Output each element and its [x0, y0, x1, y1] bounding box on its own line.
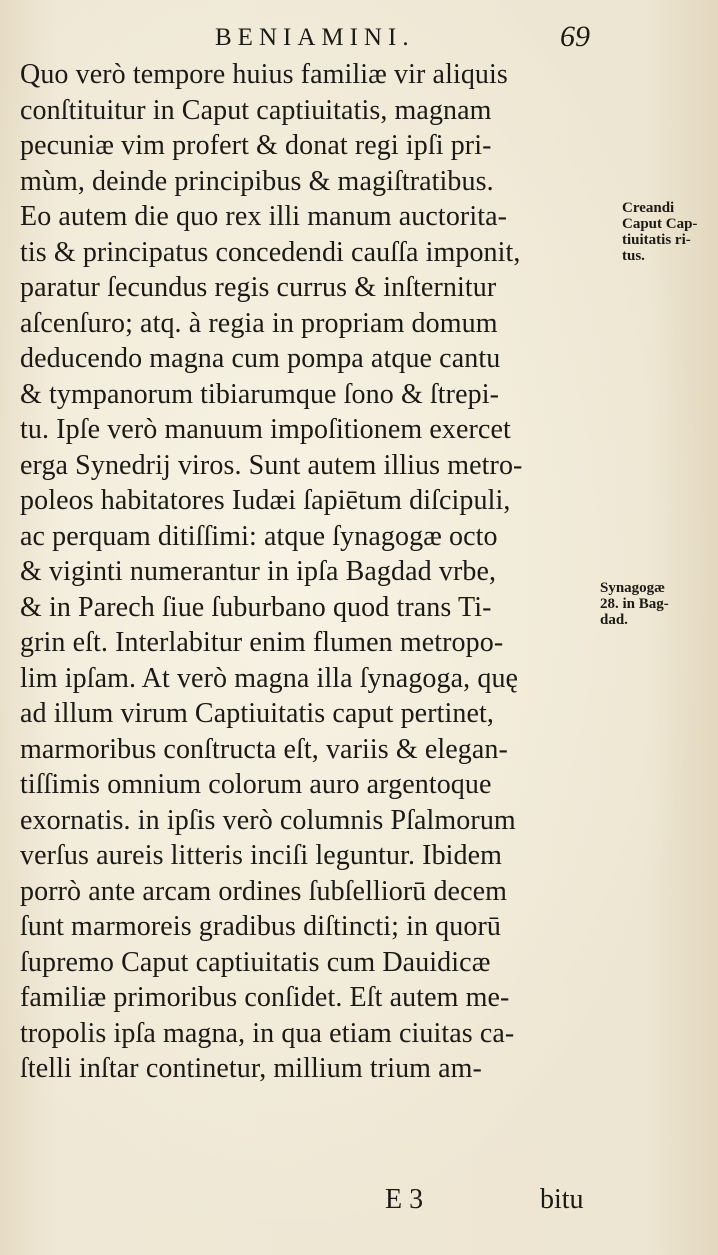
text-line: & tympanorum tibiarumque ſono & ſtrepi- — [20, 378, 500, 410]
margin-note-line: dad. — [600, 612, 628, 628]
text-line: grin eſt. Interlabitur enim flumen metropo- — [20, 627, 504, 658]
text-line: ac perquam ditiſſimi: atque ſynagogæ octo — [20, 520, 498, 552]
text-line: poleos habitatores Iudæi ſapiētum diſcipuli, — [20, 485, 511, 516]
text-line: erga Synedrij viros. Sunt autem illius metro- — [20, 449, 523, 481]
text-line: pecuniæ vim profert & donat regi ipſi pri- — [20, 130, 492, 161]
text-line: familiæ primoribus conſidet. Eſt autem me- — [20, 982, 510, 1013]
text-line: marmoribus conſtructa eſt, variis & elegan- — [20, 733, 508, 765]
margin-note-synagogae — [600, 580, 669, 628]
text-line: Eo autem die quo rex illi manum auctorita- — [20, 201, 508, 232]
running-head: BENIAMINI. — [215, 24, 415, 51]
text-line: ad illum virum Captiuitatis caput pertinet, — [20, 698, 494, 729]
page-number: 69 — [560, 20, 590, 53]
text-line: ſtelli inſtar continetur, millium trium am- — [20, 1053, 482, 1084]
text-line: & viginti numerantur in ipſa Bagdad vrbe, — [20, 556, 497, 587]
text-line: verſus aureis litteris inciſi leguntur. Ibidem — [20, 840, 503, 871]
text-line: ſupremo Caput captiuitatis cum Dauidicæ — [20, 946, 491, 978]
text-line: conſtituitur in Caput captiuitatis, magnam — [20, 94, 492, 126]
text-line: exornatis. in ipſis verò columnis Pſalmorum — [20, 804, 516, 836]
margin-note-line: Synagogæ — [600, 580, 666, 596]
text-line: Quo verò tempore huius familiæ vir aliquis — [20, 59, 508, 90]
margin-note-line: tiuitatis ri- — [622, 232, 691, 248]
text-line: porrò ante arcam ordines ſubſelliorū decem — [20, 875, 508, 907]
text-line: mùm, deinde principibus & magiſtratibus. — [20, 165, 494, 197]
margin-note-line: Creandi — [622, 200, 675, 216]
text-line: & in Parech ſiue ſuburbano quod trans Ti- — [20, 591, 492, 623]
text-line: tu. Ipſe verò manuum impoſitionem exercet — [20, 414, 511, 445]
catchword: bitu — [540, 1184, 584, 1215]
text-line: tiſſimis omnium colorum auro argentoque — [20, 769, 492, 800]
main-text-block — [20, 57, 620, 1087]
text-line: deducendo magna cum pompa atque cantu — [20, 343, 501, 374]
text-line: aſcenſuro; atq. à regia in propriam domum — [20, 307, 498, 339]
margin-note-line: Caput Cap- — [622, 216, 698, 232]
margin-note-line: 28. in Bag- — [600, 596, 669, 612]
text-line: paratur ſecundus regis currus & inſternitur — [20, 272, 497, 303]
text-line: lim ipſam. At verò magna illa ſynagoga, quę — [20, 662, 519, 694]
text-line: ſunt marmoreis gradibus diſtincti; in quorū — [20, 911, 502, 942]
signature-mark: E 3 — [385, 1184, 424, 1215]
text-line: tis & principatus concedendi cauſſa imponit, — [20, 236, 521, 268]
margin-note-line: tus. — [622, 248, 645, 264]
text-line: tropolis ipſa magna, in qua etiam ciuitas ca- — [20, 1017, 515, 1049]
margin-note-creandi — [622, 200, 697, 264]
